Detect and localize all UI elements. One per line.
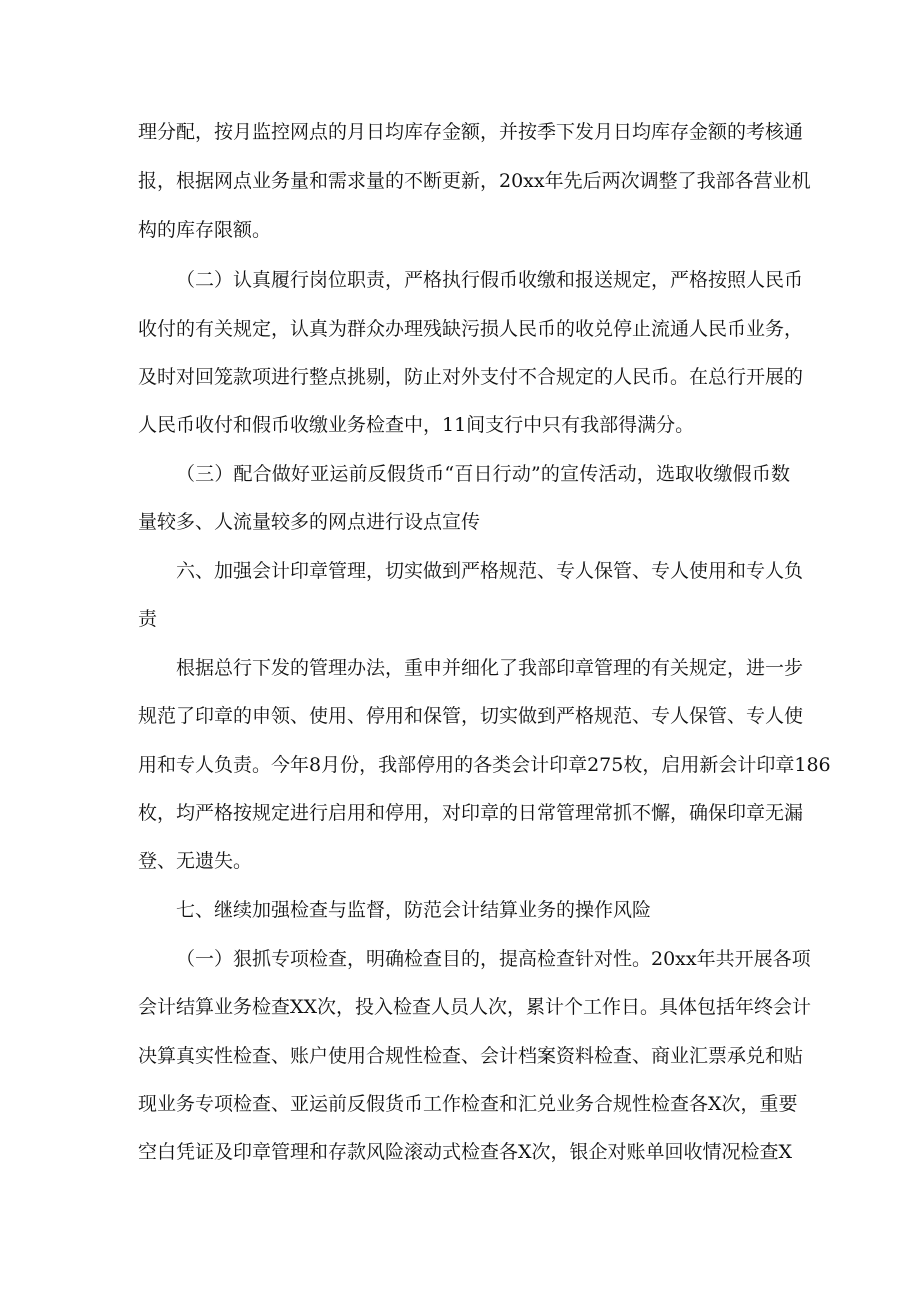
text-line: 量较多、人流量较多的网点进行设点宣传 (138, 511, 481, 533)
text-line: （一）狠抓专项检查，明确检查目的，提高检查针对性。20xx年共开展各项 (176, 948, 811, 970)
text-line: （三）配合做好亚运前反假货币“百日行动”的宣传活动，选取收缴假币数 (176, 463, 790, 485)
text-line: 报，根据网点业务量和需求量的不断更新，20xx年先后两次调整了我部各营业机 (138, 170, 811, 192)
text-line: 现业务专项检查、亚运前反假货币工作检查和汇兑业务合规性检查各X次，重要 (138, 1093, 798, 1115)
text-line: 构的库存限额。 (138, 219, 272, 241)
text-line: 人民币收付和假币收缴业务检查中，11间支行中只有我部得满分。 (138, 414, 695, 436)
section-heading: 六、加强会计印章管理，切实做到严格规范、专人保管、专人使用和专人负 (176, 560, 804, 582)
text-line: 规范了印章的申领、使用、停用和保管，切实做到严格规范、专人保管、专人使 (138, 705, 804, 727)
text-line: 用和专人负责。今年8月份，我部停用的各类会计印章275枚，启用新会计印章186 (138, 754, 831, 776)
text-line: 根据总行下发的管理办法，重申并细化了我部印章管理的有关规定，进一步 (176, 657, 804, 679)
text-line: 空白凭证及印章管理和存款风险滚动式检查各X次，银企对账单回收情况检查X (138, 1141, 793, 1163)
section-heading: 责 (138, 608, 158, 630)
text-line: 枚，均严格按规定进行启用和停用，对印章的日常管理常抓不懈，确保印章无漏 (138, 802, 804, 824)
text-line: 理分配，按月监控网点的月日均库存金额，并按季下发月日均库存金额的考核通 (138, 121, 804, 143)
text-line: 及时对回笼款项进行整点挑剔，防止对外支付不合规定的人民币。在总行开展的 (138, 366, 804, 388)
text-line: 收付的有关规定，认真为群众办理残缺污损人民币的收兑停止流通人民币业务， (138, 318, 804, 340)
text-line: 决算真实性检查、账户使用合规性检查、会计档案资料检查、商业汇票承兑和贴 (138, 1045, 804, 1067)
section-heading: 七、继续加强检查与监督，防范会计结算业务的操作风险 (176, 899, 652, 921)
text-line: （二）认真履行岗位职责，严格执行假币收缴和报送规定，严格按照人民币 (176, 269, 804, 291)
text-line: 会计结算业务检查XX次，投入检查人员人次，累计个工作日。具体包括年终会计 (138, 996, 812, 1018)
text-line: 登、无遗失。 (138, 850, 253, 872)
